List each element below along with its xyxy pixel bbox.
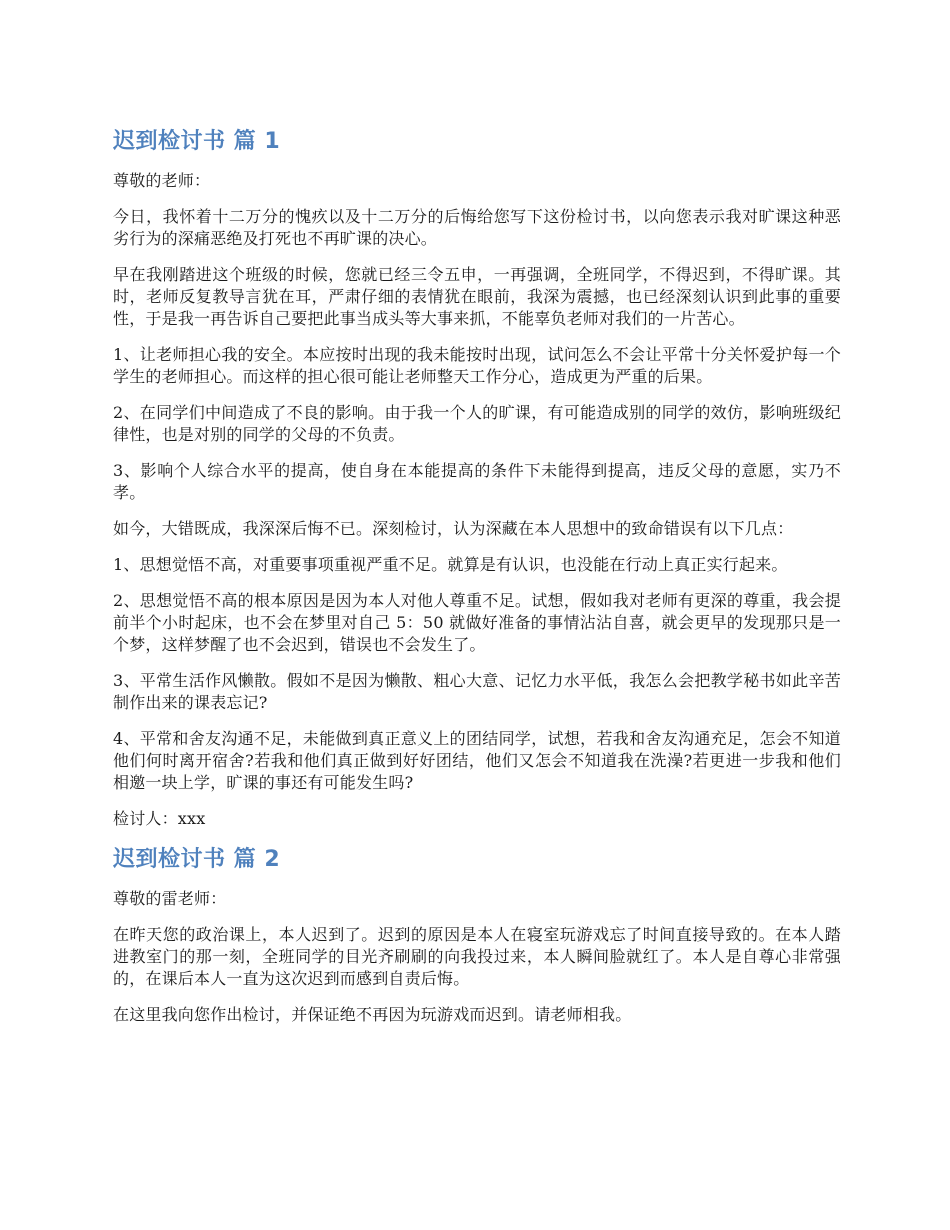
paragraph: 在这里我向您作出检讨，并保证绝不再因为玩游戏而迟到。请老师相我。 xyxy=(113,1005,632,1024)
paragraph: 2、在同学们中间造成了不良的影响。由于我一个人的旷课，有可能造成别的同学的效仿，影响班级纪律性，也是对别的同学的父母的不负责。 xyxy=(113,403,841,444)
paragraph: 如今，大错既成，我深深后悔不已。深刻检讨，认为深藏在本人思想中的致命错误有以下几点： xyxy=(113,519,794,538)
paragraph: 3、平常生活作风懒散。假如不是因为懒散、粗心大意、记忆力水平低，我怎么会把教学秘书如此辛苦制作出来的课表忘记? xyxy=(113,671,841,712)
paragraph: 1、让老师担心我的安全。本应按时出现的我未能按时出现，试问怎么不会让平常十分关怀爱护每一个学生的老师担心。而这样的担心很可能让老师整天工作分心，造成更为严重的后果。 xyxy=(113,345,841,386)
signature-line: 检讨人：xxx xyxy=(113,809,206,828)
section-title-1: 迟到检讨书 篇 1 xyxy=(113,129,281,154)
paragraph: 2、思想觉悟不高的根本原因是因为本人对他人尊重不足。试想，假如我对老师有更深的尊重，我会提前半个小时起床，也不会在梦里对自己 5：50 就做好准备的事情沾沾自喜，就会更早的发现那只是一个梦，这样梦醒了也不会迟到，错误也不会发生了。 xyxy=(113,591,841,654)
paragraph: 3、影响个人综合水平的提高，使自身在本能提高的条件下未能得到提高，违反父母的意愿，实乃不孝。 xyxy=(113,461,841,502)
paragraph: 在昨天您的政治课上，本人迟到了。迟到的原因是本人在寝室玩游戏忘了时间直接导致的。在本人踏进教室门的那一刻，全班同学的目光齐刷刷的向我投过来，本人瞬间脸就红了。本人是自尊心非常强的，在课后本人一直为这次迟到而感到自责后悔。 xyxy=(113,925,841,988)
paragraph: 今日，我怀着十二万分的愧疚以及十二万分的后悔给您写下这份检讨书，以向您表示我对旷课这种恶劣行为的深痛恶绝及打死也不再旷课的决心。 xyxy=(113,207,841,248)
paragraph: 1、思想觉悟不高，对重要事项重视严重不足。就算是有认识，也没能在行动上真正实行起来。 xyxy=(113,555,788,574)
document-page xyxy=(113,122,841,1040)
salutation: 尊敬的老师： xyxy=(113,171,211,190)
salutation: 尊敬的雷老师： xyxy=(113,889,227,908)
paragraph: 早在我刚踏进这个班级的时候，您就已经三令五申，一再强调，全班同学，不得迟到，不得旷课。其时，老师反复教导言犹在耳，严肃仔细的表情犹在眼前，我深为震撼，也已经深刻认识到此事的重要性，于是我一再告诉自己要把此事当成头等大事来抓，不能辜负老师对我们的一片苦心。 xyxy=(113,265,841,328)
paragraph: 4、平常和舍友沟通不足，未能做到真正意义上的团结同学，试想，若我和舍友沟通充足，怎会不知道他们何时离开宿舍?若我和他们真正做到好好团结，他们又怎会不知道我在洗澡?若更进一步我和他们相邀一块上学，旷课的事还有可能发生吗? xyxy=(113,729,841,792)
section-title-2: 迟到检讨书 篇 2 xyxy=(113,847,281,872)
